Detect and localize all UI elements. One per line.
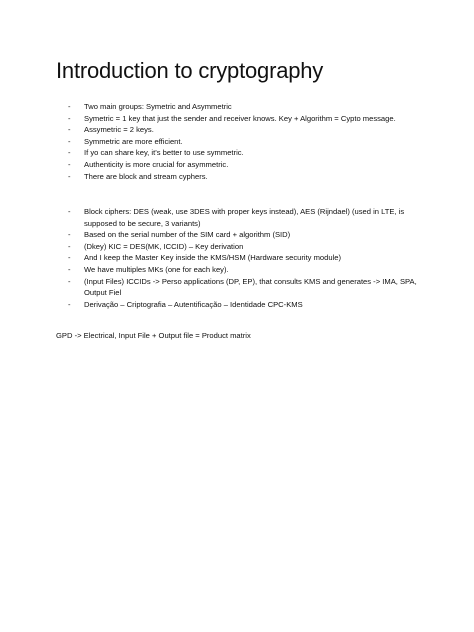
bullet-dash: - bbox=[68, 113, 71, 123]
list-item-text: Two main groups: Symetric and Asymmetric bbox=[84, 102, 232, 111]
list-item bbox=[56, 101, 426, 113]
bullet-dash: - bbox=[68, 241, 71, 251]
list-item bbox=[56, 276, 426, 299]
bullet-dash: - bbox=[68, 299, 71, 309]
bullet-dash: - bbox=[68, 159, 71, 169]
list-item-text: If yo can share key, it’s better to use symmetric. bbox=[84, 148, 244, 158]
list-item-text: And I keep the Master Key inside the KMS/HSM (Hardware security module) bbox=[84, 253, 342, 263]
list-item bbox=[56, 124, 426, 136]
list-item bbox=[56, 113, 426, 125]
page-title: Introduction to cryptography bbox=[56, 58, 324, 83]
list-item bbox=[56, 299, 426, 311]
list-item-text: Block ciphers: DES (weak, use 3DES with proper keys instead), AES (Rijndael) (used in LTE, is supposed to be secure, 3 variants) bbox=[84, 207, 405, 228]
bullet-dash: - bbox=[68, 125, 71, 135]
list-item-text: There are block and stream cyphers. bbox=[84, 171, 208, 181]
list-item-text: Symmetric are more efficient. bbox=[84, 136, 183, 146]
list-item-text: Authenticity is more crucial for asymmetric. bbox=[84, 159, 229, 169]
list-item bbox=[56, 264, 426, 276]
bullet-dash: - bbox=[68, 230, 71, 240]
list-item bbox=[56, 229, 426, 241]
bullet-dash: - bbox=[68, 253, 71, 263]
list-item bbox=[56, 136, 426, 148]
bullet-dash: - bbox=[68, 136, 71, 146]
bullet-dash: - bbox=[68, 148, 71, 158]
list-item-text: Based on the serial number of the SIM card + algorithm (SID) bbox=[84, 230, 291, 240]
list-item bbox=[56, 206, 426, 229]
bullet-list-details bbox=[56, 206, 426, 310]
list-item bbox=[56, 241, 426, 253]
bullet-dash: - bbox=[68, 276, 71, 286]
list-item-text: Assymetric = 2 keys. bbox=[84, 125, 154, 135]
bullet-list-intro bbox=[56, 101, 426, 182]
bullet-dash: - bbox=[68, 207, 71, 216]
list-item-text: (Dkey) KIC = DES(MK, ICCID) – Key derivation bbox=[84, 241, 244, 251]
list-item-text: Derivação – Criptografia – Autentificação – Identidade CPC-KMS bbox=[84, 299, 303, 309]
list-item bbox=[56, 252, 426, 264]
bullet-dash: - bbox=[68, 171, 71, 181]
list-item bbox=[56, 159, 426, 171]
list-item bbox=[56, 171, 426, 183]
bullet-dash: - bbox=[68, 102, 71, 111]
list-item-text: (Input Files) ICCIDs -> Perso applications (DP, EP), that consults KMS and generates -> IMA, SPA, Output Fiel bbox=[84, 276, 417, 298]
list-item-text: We have multiples MKs (one for each key). bbox=[84, 264, 229, 274]
list-item-text: Symetric = 1 key that just the sender and receiver knows. Key + Algorithm = Cypto message. bbox=[84, 113, 396, 123]
bullet-dash: - bbox=[68, 264, 71, 274]
list-item bbox=[56, 147, 426, 159]
footnote-text: GPD -> Electrical, Input File + Output file = Product matrix bbox=[56, 331, 251, 340]
